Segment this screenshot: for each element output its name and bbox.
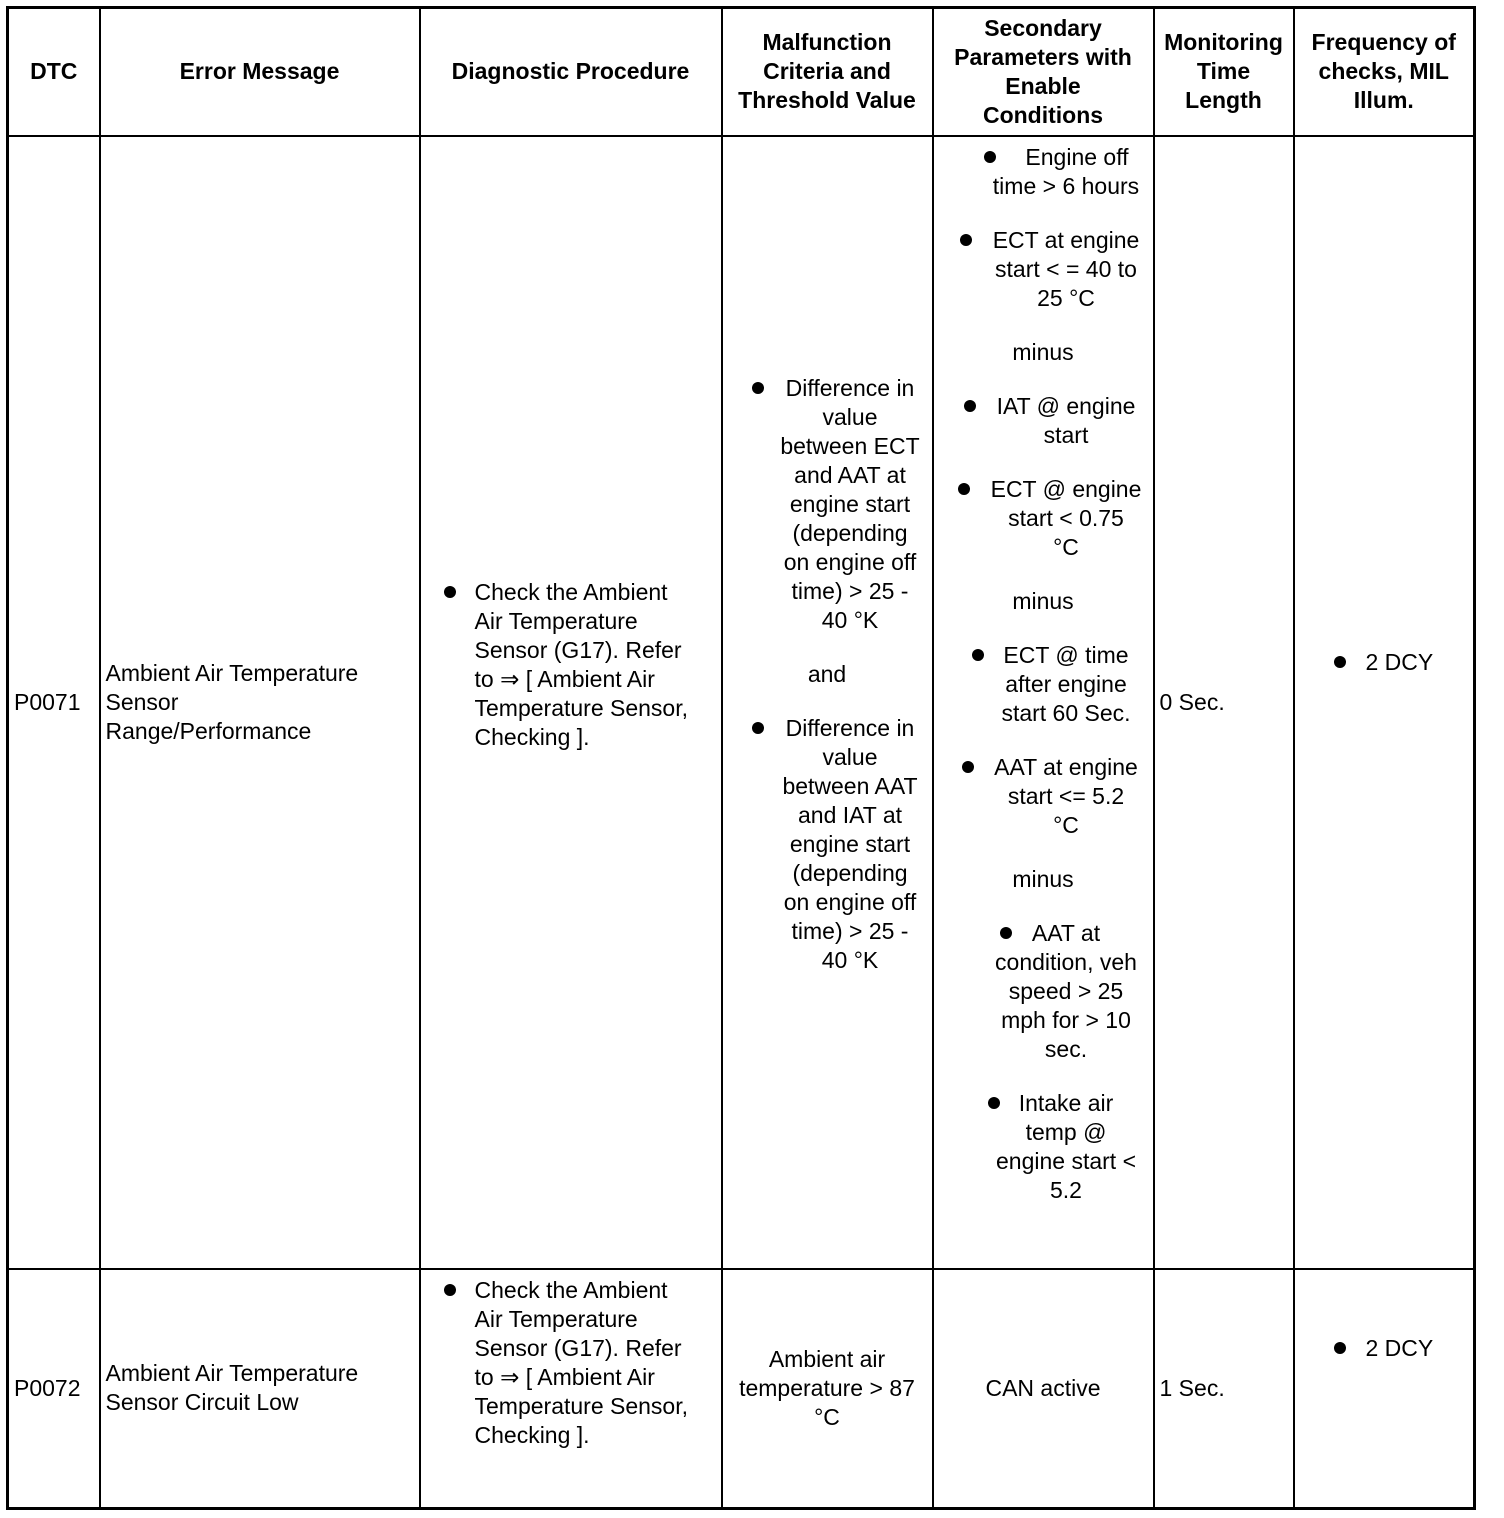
and-label: and — [807, 660, 847, 687]
header-frequency: Frequency of checks, MIL Illum. — [1294, 8, 1475, 136]
minus-label: minus — [1012, 338, 1074, 365]
header-monitoring-time: Monitoring Time Length — [1154, 8, 1294, 136]
bullet-icon — [960, 234, 972, 246]
header-row — [8, 8, 1475, 136]
dtc-code: P0072 — [8, 1269, 100, 1509]
malfunction-criteria: Difference in value between ECT and AAT at engine start (depending on engine off time) > 25 - 40 °K and Difference in value between AAT and IAT at engine start (depending on engine off time) > 25 - 40 °K — [722, 136, 933, 1269]
diagnostic-procedure: Check the Ambient Air Temperature Sensor (G17). Refer to ⇒ [ Ambient Air Temperature Sensor, Checking ]. — [420, 1269, 722, 1509]
secondary-parameters: Engine off time > 6 hours ECT at engine start < = 40 to 25 °C minus IAT @ engine start ECT @ engine start < 0.75 °C minus ECT @ time after engine start 60 Sec. AAT at engine start <= 5.2 °C minus AAT at condition, veh speed > 25 mph for > 10 sec. Intake air temp @ engine start < 5.2 — [933, 136, 1154, 1269]
error-message: Ambient Air Temperature Sensor Range/Performance — [100, 136, 420, 1269]
minus-label: minus — [1012, 587, 1074, 614]
bullet-icon — [972, 649, 984, 661]
bullet-icon — [964, 400, 976, 412]
bullet-icon — [444, 1284, 456, 1296]
bullet-icon — [752, 722, 764, 734]
bullet-icon — [988, 1097, 1000, 1109]
dtc-table — [6, 6, 1476, 1510]
header-secondary-parameters: Secondary Parameters with Enable Conditions — [933, 8, 1154, 136]
bullet-icon — [752, 382, 764, 394]
bullet-icon — [1334, 656, 1346, 668]
dtc-code: P0071 — [8, 136, 100, 1269]
bullet-icon — [984, 151, 996, 163]
header-dtc: DTC — [8, 8, 100, 136]
secondary-parameters: CAN active — [933, 1269, 1154, 1509]
error-message: Ambient Air Temperature Sensor Circuit Low — [100, 1269, 420, 1509]
bullet-icon — [962, 761, 974, 773]
table-row — [8, 1269, 1475, 1509]
bullet-icon — [1334, 1342, 1346, 1354]
monitoring-time: 0 Sec. — [1154, 136, 1294, 1269]
minus-label: minus — [1012, 865, 1074, 892]
header-error-message: Error Message — [100, 8, 420, 136]
header-malfunction-criteria: Malfunction Criteria and Threshold Value — [722, 8, 933, 136]
malfunction-criteria: Ambient air temperature > 87 °C — [722, 1269, 933, 1509]
header-diagnostic-procedure: Diagnostic Procedure — [420, 8, 722, 136]
bullet-icon — [1000, 927, 1012, 939]
bullet-icon — [444, 586, 456, 598]
monitoring-time: 1 Sec. — [1154, 1269, 1294, 1509]
frequency: 2 DCY — [1294, 136, 1475, 1269]
bullet-icon — [958, 483, 970, 495]
table-row — [8, 136, 1475, 1269]
frequency: 2 DCY — [1294, 1269, 1475, 1509]
diagnostic-procedure: Check the Ambient Air Temperature Sensor (G17). Refer to ⇒ [ Ambient Air Temperature Sensor, Checking ]. — [420, 136, 722, 1269]
